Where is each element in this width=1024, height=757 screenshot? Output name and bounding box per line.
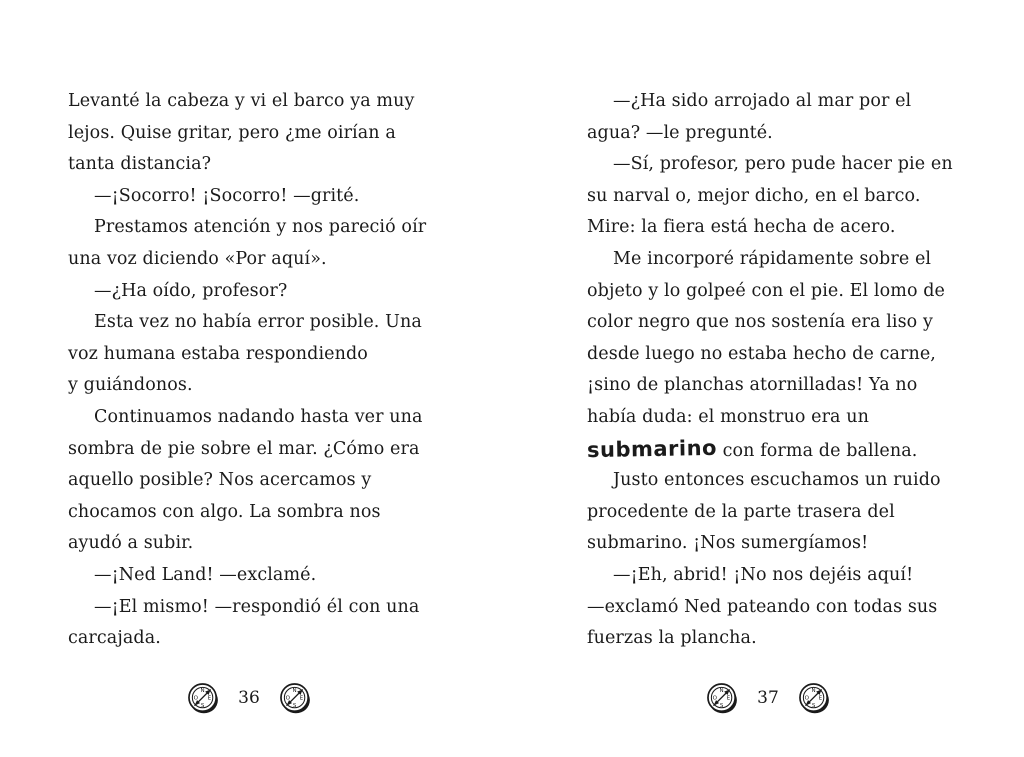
compass-rose-icon xyxy=(797,681,831,715)
paragraph-line: su narval o, mejor dicho, en el barco. xyxy=(587,185,921,206)
paragraph-line: ayudó a subir. xyxy=(68,533,194,554)
page-number: 37 xyxy=(757,688,779,708)
paragraph-line: —Sí, profesor, pero pude hacer pie en xyxy=(613,154,953,175)
paragraph-line: tanta distancia? xyxy=(68,154,212,175)
paragraph-line: —¡Ned Land! —exclamé. xyxy=(94,564,317,585)
left-page-text xyxy=(68,86,458,655)
right-folio xyxy=(705,681,831,715)
paragraph-line: voz humana estaba respondiendo xyxy=(68,343,368,364)
paragraph-line: Continuamos nadando hasta ver una xyxy=(94,406,423,427)
paragraph-line: —exclamó Ned pateando con todas sus xyxy=(587,596,938,617)
compass-rose-icon xyxy=(705,681,739,715)
paragraph-line: Prestamos atención y nos pareció oír xyxy=(94,217,427,238)
paragraph-line: y guiándonos. xyxy=(68,375,193,396)
paragraph-line: desde luego no estaba hecho de carne, xyxy=(587,343,936,364)
paragraph-line: Esta vez no había error posible. Una xyxy=(94,312,422,333)
paragraph-line-handwritten xyxy=(587,434,977,466)
paragraph-line: sombra de pie sobre el mar. ¿Cómo era xyxy=(68,438,420,459)
paragraph-line: Mire: la fiera está hecha de acero. xyxy=(587,217,896,238)
paragraph-line: —¡Eh, abrid! ¡No nos dejéis aquí! xyxy=(613,564,914,585)
paragraph-line: —¡Socorro! ¡Socorro! —grité. xyxy=(94,185,360,206)
handwritten-word: submarino xyxy=(586,435,718,462)
paragraph-line: submarino. ¡Nos sumergíamos! xyxy=(587,533,869,554)
paragraph-line: lejos. Quise gritar, pero ¿me oirían a xyxy=(68,122,396,143)
paragraph-line: ¡sino de planchas atornilladas! Ya no xyxy=(587,375,918,396)
paragraph-line: había duda: el monstruo era un xyxy=(587,406,869,427)
line-rest: con forma de ballena. xyxy=(722,440,918,461)
paragraph-line: —¿Ha oído, profesor? xyxy=(94,280,288,301)
paragraph-line: aquello posible? Nos acercamos y xyxy=(68,470,372,491)
right-page-text xyxy=(587,86,977,655)
paragraph-line: —¡El mismo! —respondió él con una xyxy=(94,596,420,617)
paragraph-line: chocamos con algo. La sombra nos xyxy=(68,501,381,522)
page-number: 36 xyxy=(238,688,260,708)
left-folio xyxy=(186,681,312,715)
paragraph-line: fuerzas la plancha. xyxy=(587,628,757,649)
paragraph-line: Me incorporé rápidamente sobre el xyxy=(613,248,932,269)
paragraph-line: agua? —le pregunté. xyxy=(587,122,773,143)
compass-rose-icon xyxy=(278,681,312,715)
paragraph-line: una voz diciendo «Por aquí». xyxy=(68,248,327,269)
paragraph-line: objeto y lo golpeé con el pie. El lomo de xyxy=(587,280,945,301)
paragraph-line: Justo entonces escuchamos un ruido xyxy=(613,470,941,491)
paragraph-line: procedente de la parte trasera del xyxy=(587,501,895,522)
paragraph-line: Levanté la cabeza y vi el barco ya muy xyxy=(68,91,415,111)
paragraph-line: —¿Ha sido arrojado al mar por el xyxy=(613,91,912,111)
compass-rose-icon xyxy=(186,681,220,715)
paragraph-line: color negro que nos sostenía era liso y xyxy=(587,312,933,333)
paragraph-line: carcajada. xyxy=(68,628,161,649)
